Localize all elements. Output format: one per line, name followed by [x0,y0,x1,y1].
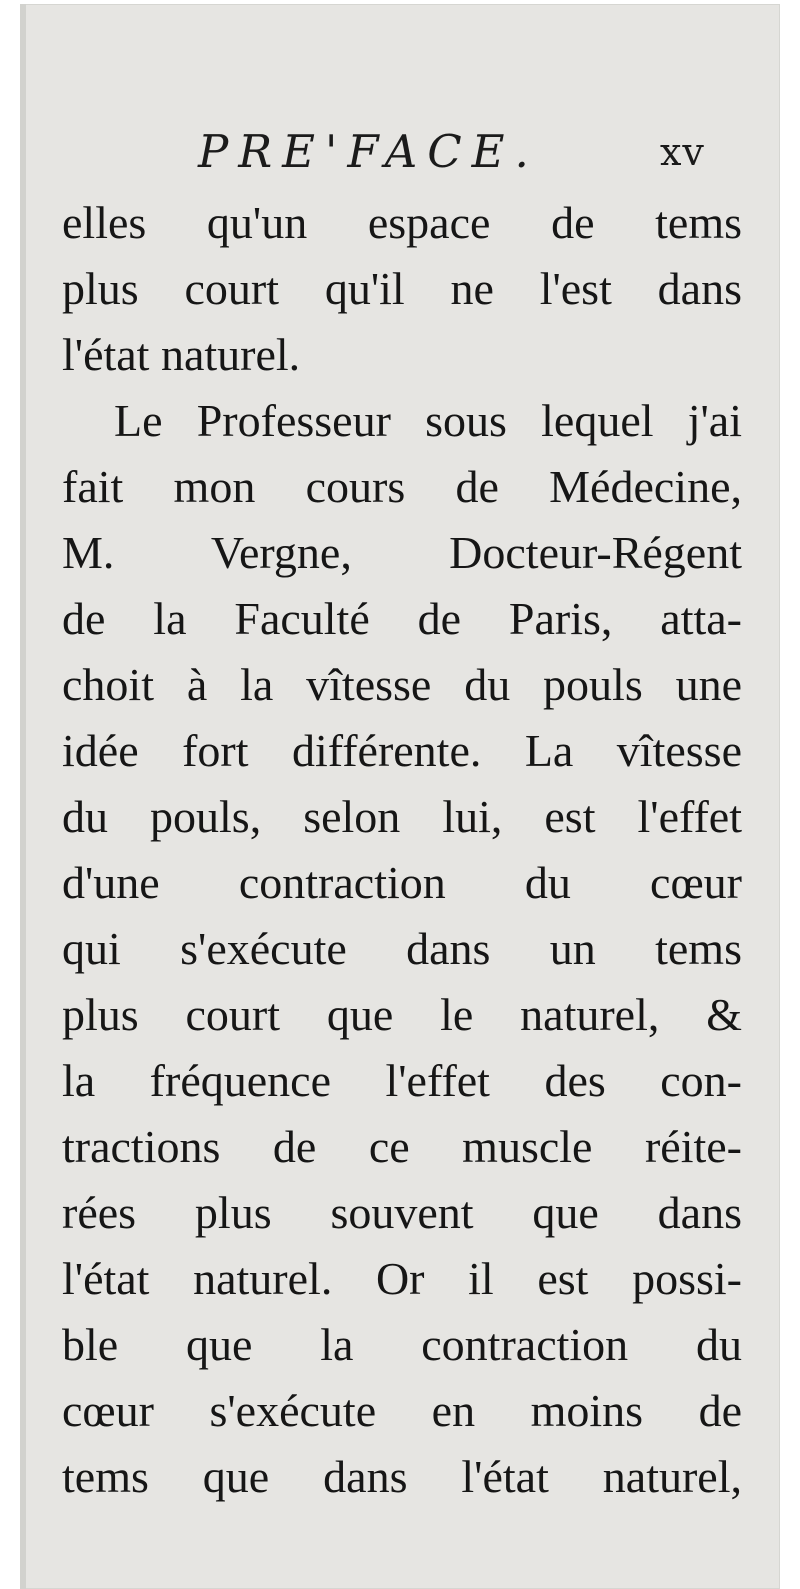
text-line: M. Vergne, Docteur-Régent [62,527,742,578]
body-text [62,190,742,1510]
running-head-title: PRE'FACE. [198,125,539,178]
text-line: l'état naturel. [62,329,301,380]
text-line: tractions de ce muscle réite- [62,1121,742,1172]
text-line: l'état naturel. Or il est possi- [62,1253,742,1304]
page-number: xv [660,130,705,174]
text-line: du pouls, selon lui, est l'effet [62,791,742,842]
paragraph-first-line: Le Professeur sous lequel j'ai [114,395,742,446]
text-line: fait mon cours de Médecine, [62,461,742,512]
text-line: choit à la vîtesse du pouls une [62,659,742,710]
text-line: d'une contraction du cœur [62,857,742,908]
text-line: plus court que le naturel, & [62,989,742,1040]
text-line: rées plus souvent que dans [62,1187,742,1238]
text-line: de la Faculté de Paris, atta- [62,593,742,644]
book-page [20,4,780,1589]
text-line: qui s'exécute dans un tems [62,923,742,974]
text-line: ble que la contraction du [62,1319,742,1370]
text-line: la fréquence l'effet des con- [62,1055,742,1106]
text-line: tems que dans l'état naturel, [62,1451,742,1502]
running-head [20,122,780,182]
text-line: elles qu'un espace de tems [62,197,742,248]
text-line: idée fort différente. La vîtesse [62,725,742,776]
text-line: plus court qu'il ne l'est dans [62,263,742,314]
text-line: cœur s'exécute en moins de [62,1385,742,1436]
